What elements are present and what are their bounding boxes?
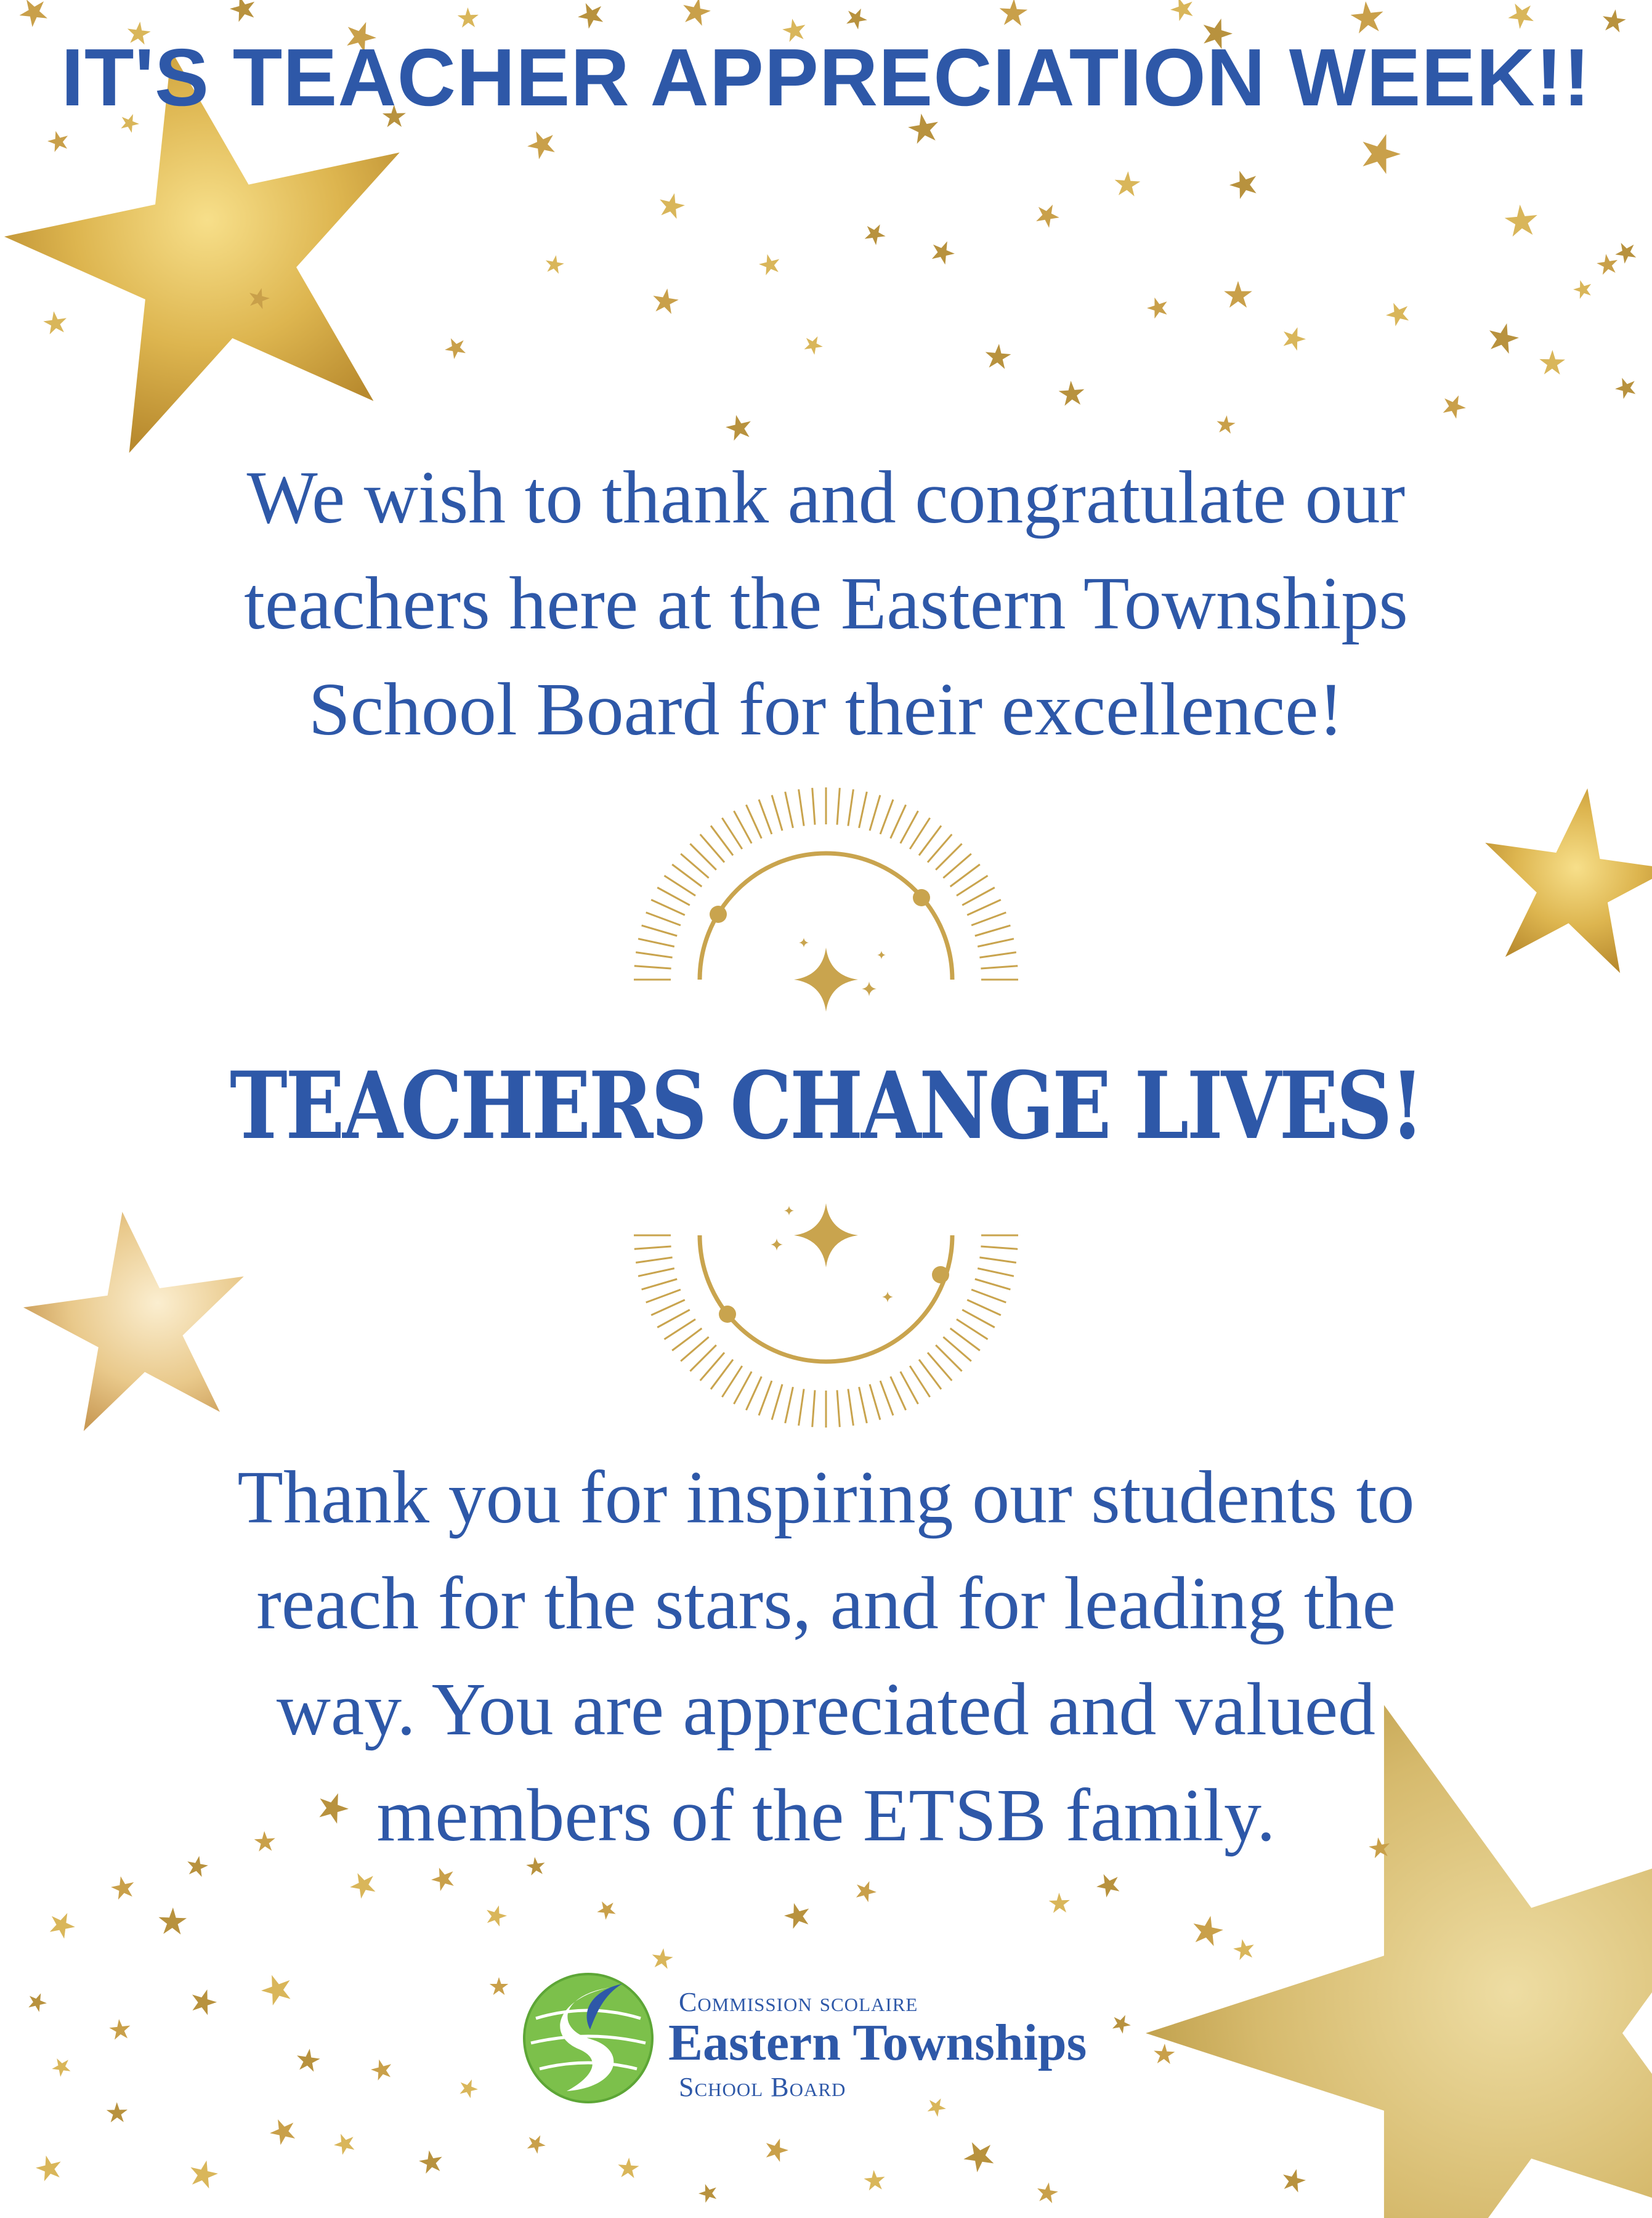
- small-star-icon: [490, 1977, 508, 1995]
- small-star-icon: [544, 254, 565, 275]
- small-star-icon: [1224, 281, 1252, 307]
- small-star-icon: [762, 2135, 791, 2163]
- small-star-icon: [266, 2114, 299, 2147]
- small-star-icon: [801, 332, 825, 357]
- outro-line: reach for the stars, and for leading the: [256, 1562, 1396, 1645]
- sunburst-arc-icon: [634, 1203, 1018, 1428]
- small-star-icon: [1279, 323, 1309, 352]
- small-star-icon: [1485, 320, 1521, 355]
- small-star-icon: [295, 2047, 322, 2073]
- small-star-icon: [928, 237, 958, 266]
- small-star-icon: [14, 0, 52, 30]
- small-star-icon: [1167, 0, 1197, 23]
- small-star-icon: [108, 2018, 131, 2040]
- small-star-icon: [1035, 2181, 1059, 2204]
- small-star-icon: [657, 190, 687, 220]
- outro-line: members of the ETSB family.: [376, 1774, 1276, 1857]
- small-star-icon: [1383, 298, 1413, 328]
- outro-paragraph: [0, 1445, 1652, 1869]
- small-star-icon: [1350, 0, 1385, 34]
- small-star-icon: [724, 412, 755, 442]
- small-star-icon: [33, 2153, 64, 2183]
- small-star-icon: [1144, 295, 1171, 320]
- school-board-logo: [517, 1965, 1146, 2107]
- small-star-icon: [331, 2130, 358, 2156]
- small-star-icon: [1048, 1892, 1070, 1913]
- sparkle-icon: [794, 1203, 858, 1267]
- small-star-icon: [958, 2135, 999, 2175]
- small-star-icon: [227, 0, 259, 23]
- small-star-icon: [984, 343, 1012, 369]
- small-star-icon: [1571, 277, 1595, 300]
- small-star-icon: [1539, 350, 1566, 375]
- small-star-icon: [484, 1903, 509, 1928]
- small-star-icon: [1189, 1912, 1225, 1947]
- small-star-icon: [1114, 171, 1141, 197]
- intro-line: teachers here at the Eastern Townships: [244, 562, 1408, 645]
- intro-paragraph: [0, 445, 1652, 763]
- logo-line-bottom: School Board: [679, 2072, 846, 2102]
- small-star-icon: [109, 1874, 137, 1900]
- small-star-icon: [257, 1970, 296, 2007]
- small-star-icon: [574, 0, 608, 31]
- small-star-icon: [594, 1897, 619, 1922]
- small-star-icon: [523, 126, 559, 161]
- small-star-icon: [442, 333, 469, 361]
- logo-line-main: Eastern Townships: [668, 2014, 1087, 2071]
- small-star-icon: [757, 251, 782, 276]
- outro-line: Thank you for inspiring our students to: [237, 1456, 1415, 1539]
- small-star-icon: [843, 4, 870, 31]
- small-star-icon: [457, 7, 479, 28]
- small-star-icon: [1601, 8, 1627, 33]
- outro-line: way. You are appreciated and valued: [276, 1668, 1376, 1751]
- small-star-icon: [863, 2169, 886, 2191]
- small-star-icon: [1058, 380, 1086, 407]
- small-star-icon: [651, 286, 681, 315]
- small-star-icon: [1093, 1869, 1124, 1899]
- small-star-icon: [1439, 391, 1469, 421]
- small-star-icon: [1612, 374, 1639, 400]
- small-star-icon: [861, 219, 889, 247]
- small-star-icon: [46, 1907, 79, 1941]
- sunburst-arc-icon: [634, 787, 1018, 1012]
- intro-line: School Board for their excellence!: [308, 668, 1344, 751]
- small-star-icon: [46, 128, 71, 153]
- gold-star-icon: [1470, 775, 1652, 978]
- logo-line-top: Commission scolaire: [679, 1987, 918, 2017]
- small-star-icon: [1504, 0, 1538, 31]
- small-star-icon: [524, 2131, 549, 2156]
- small-star-icon: [998, 0, 1028, 26]
- school-board-logo-icon: [517, 1970, 659, 2106]
- small-star-icon: [1595, 253, 1619, 276]
- small-star-icon: [1232, 1937, 1257, 1960]
- small-star-icon: [42, 310, 68, 335]
- small-star-icon: [1504, 203, 1539, 237]
- small-star-icon: [617, 2157, 639, 2179]
- small-star-icon: [418, 2148, 445, 2174]
- small-star-icon: [49, 2054, 74, 2079]
- small-star-icon: [346, 1867, 380, 1901]
- small-star-icon: [1280, 2166, 1308, 2193]
- small-star-icon: [1153, 2043, 1175, 2064]
- small-star-icon: [456, 2076, 480, 2099]
- small-star-icon: [696, 2181, 719, 2204]
- small-star-icon: [25, 1989, 49, 2013]
- intro-line: We wish to thank and congratulate our: [246, 456, 1406, 539]
- small-star-icon: [1032, 200, 1063, 230]
- headline: IT'S TEACHER APPRECIATION WEEK!!: [61, 32, 1591, 123]
- small-star-icon: [107, 2102, 128, 2123]
- small-star-icon: [1216, 414, 1236, 434]
- small-star-icon: [369, 2057, 394, 2081]
- gold-star-icon: [12, 1196, 262, 1437]
- small-star-icon: [158, 1907, 187, 1935]
- small-star-icon: [1226, 166, 1261, 201]
- tagline: TEACHERS CHANGE LIVES!: [230, 1052, 1422, 1160]
- small-star-icon: [782, 1899, 813, 1930]
- small-star-icon: [1356, 128, 1406, 176]
- small-star-icon: [188, 1986, 220, 2017]
- small-star-icon: [852, 1877, 880, 1904]
- small-star-icon: [187, 2157, 220, 2190]
- small-star-icon: [680, 0, 713, 27]
- sparkle-icon: [794, 948, 858, 1012]
